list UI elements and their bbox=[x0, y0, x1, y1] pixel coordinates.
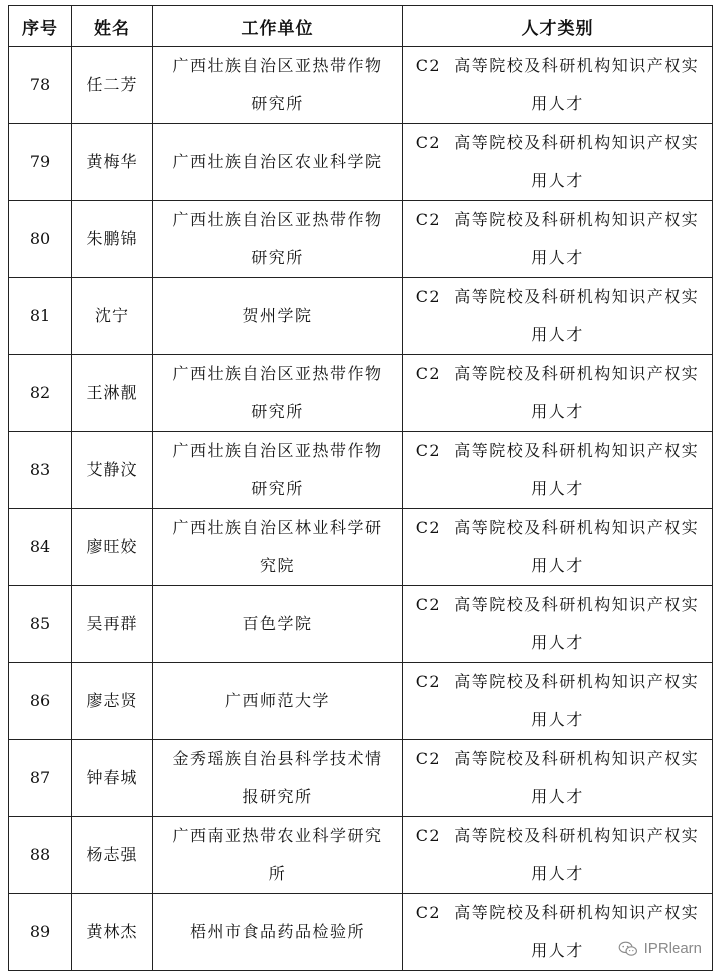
talent-category-cell bbox=[403, 740, 713, 817]
talent-category-text: C2 高等院校及科研机构知识产权实用人才 bbox=[415, 364, 700, 421]
talent-category-text: C2 高等院校及科研机构知识产权实用人才 bbox=[415, 56, 700, 113]
watermark-text: IPRlearn bbox=[643, 940, 702, 957]
name-cell bbox=[72, 47, 153, 124]
serial-number-text: 80 bbox=[29, 229, 51, 248]
serial-number-text: 78 bbox=[29, 75, 51, 94]
talent-roster-table bbox=[8, 5, 713, 971]
table-row bbox=[9, 663, 713, 740]
work-unit-cell bbox=[153, 278, 403, 355]
table-row bbox=[9, 47, 713, 124]
header-talent-category: 人才类别 bbox=[403, 6, 713, 47]
name-text: 王淋靓 bbox=[86, 383, 138, 402]
name-cell bbox=[72, 894, 153, 971]
name-text: 朱鹏锦 bbox=[86, 229, 138, 248]
header-work-unit: 工作单位 bbox=[153, 6, 403, 47]
table-row bbox=[9, 586, 713, 663]
work-unit-cell bbox=[153, 47, 403, 124]
serial-number-text: 81 bbox=[29, 306, 51, 325]
table-row bbox=[9, 355, 713, 432]
talent-category-cell bbox=[403, 509, 713, 586]
work-unit-cell bbox=[153, 817, 403, 894]
talent-category-cell bbox=[403, 47, 713, 124]
table-row bbox=[9, 124, 713, 201]
serial-number-text: 86 bbox=[29, 691, 51, 710]
serial-number-text: 79 bbox=[29, 152, 51, 171]
talent-category-text: C2 高等院校及科研机构知识产权实用人才 bbox=[415, 441, 700, 498]
work-unit-text: 广西壮族自治区农业科学院 bbox=[172, 152, 383, 171]
name-text: 吴再群 bbox=[86, 614, 138, 633]
talent-category-text: C2 高等院校及科研机构知识产权实用人才 bbox=[415, 749, 700, 806]
serial-number-text: 84 bbox=[29, 537, 51, 556]
serial-number-cell bbox=[9, 509, 72, 586]
serial-number-text: 85 bbox=[29, 614, 51, 633]
serial-number-text: 82 bbox=[29, 383, 51, 402]
name-text: 艾静汶 bbox=[86, 460, 138, 479]
talent-category-cell bbox=[403, 201, 713, 278]
wechat-icon bbox=[618, 941, 638, 957]
serial-number-text: 88 bbox=[29, 845, 51, 864]
talent-category-cell bbox=[403, 355, 713, 432]
serial-number-cell bbox=[9, 355, 72, 432]
name-text: 廖志贤 bbox=[86, 691, 138, 710]
work-unit-cell bbox=[153, 432, 403, 509]
serial-number-cell bbox=[9, 663, 72, 740]
talent-category-text: C2 高等院校及科研机构知识产权实用人才 bbox=[415, 133, 700, 190]
work-unit-cell bbox=[153, 894, 403, 971]
name-text: 沈宁 bbox=[94, 306, 129, 325]
talent-category-cell bbox=[403, 663, 713, 740]
watermark bbox=[618, 940, 702, 957]
name-cell bbox=[72, 201, 153, 278]
name-cell bbox=[72, 432, 153, 509]
serial-number-cell bbox=[9, 124, 72, 201]
work-unit-text: 广西壮族自治区林业科学研究院 bbox=[172, 518, 383, 575]
name-text: 杨志强 bbox=[86, 845, 138, 864]
header-row bbox=[9, 6, 713, 47]
table-row bbox=[9, 432, 713, 509]
work-unit-text: 广西壮族自治区亚热带作物研究所 bbox=[172, 56, 383, 113]
serial-number-cell bbox=[9, 586, 72, 663]
talent-category-cell bbox=[403, 894, 713, 971]
talent-category-cell bbox=[403, 278, 713, 355]
name-cell bbox=[72, 817, 153, 894]
serial-number-cell bbox=[9, 894, 72, 971]
work-unit-cell bbox=[153, 663, 403, 740]
talent-category-cell bbox=[403, 124, 713, 201]
talent-category-text: C2 高等院校及科研机构知识产权实用人才 bbox=[415, 595, 700, 652]
talent-category-text: C2 高等院校及科研机构知识产权实用人才 bbox=[415, 518, 700, 575]
header-name: 姓名 bbox=[72, 6, 153, 47]
serial-number-cell bbox=[9, 432, 72, 509]
work-unit-text: 广西南亚热带农业科学研究所 bbox=[172, 826, 383, 883]
work-unit-cell bbox=[153, 509, 403, 586]
talent-category-cell bbox=[403, 586, 713, 663]
header-serial-number: 序号 bbox=[9, 6, 72, 47]
name-cell bbox=[72, 663, 153, 740]
talent-category-cell bbox=[403, 432, 713, 509]
serial-number-cell bbox=[9, 740, 72, 817]
name-cell bbox=[72, 124, 153, 201]
name-cell bbox=[72, 740, 153, 817]
name-text: 黄梅华 bbox=[86, 152, 138, 171]
table-row bbox=[9, 509, 713, 586]
table-row bbox=[9, 817, 713, 894]
table-row bbox=[9, 201, 713, 278]
talent-category-text: C2 高等院校及科研机构知识产权实用人才 bbox=[415, 672, 700, 729]
work-unit-text: 广西壮族自治区亚热带作物研究所 bbox=[172, 441, 383, 498]
table-row bbox=[9, 894, 713, 971]
work-unit-text: 百色学院 bbox=[242, 614, 313, 633]
work-unit-text: 金秀瑶族自治县科学技术情报研究所 bbox=[172, 749, 383, 806]
work-unit-cell bbox=[153, 124, 403, 201]
work-unit-cell bbox=[153, 355, 403, 432]
work-unit-cell bbox=[153, 586, 403, 663]
name-text: 廖旺姣 bbox=[86, 537, 138, 556]
serial-number-cell bbox=[9, 817, 72, 894]
serial-number-text: 87 bbox=[29, 768, 51, 787]
talent-category-text: C2 高等院校及科研机构知识产权实用人才 bbox=[415, 826, 700, 883]
name-text: 钟春城 bbox=[86, 768, 138, 787]
work-unit-text: 贺州学院 bbox=[242, 306, 313, 325]
table-row bbox=[9, 740, 713, 817]
talent-category-text: C2 高等院校及科研机构知识产权实用人才 bbox=[415, 210, 700, 267]
table-row bbox=[9, 278, 713, 355]
work-unit-text: 梧州市食品药品检验所 bbox=[189, 922, 365, 941]
serial-number-cell bbox=[9, 47, 72, 124]
work-unit-cell bbox=[153, 201, 403, 278]
serial-number-text: 89 bbox=[29, 922, 51, 941]
name-cell bbox=[72, 355, 153, 432]
name-cell bbox=[72, 278, 153, 355]
serial-number-text: 83 bbox=[29, 460, 51, 479]
name-text: 任二芳 bbox=[86, 75, 138, 94]
talent-category-cell bbox=[403, 817, 713, 894]
serial-number-cell bbox=[9, 201, 72, 278]
work-unit-text: 广西壮族自治区亚热带作物研究所 bbox=[172, 364, 383, 421]
work-unit-text: 广西壮族自治区亚热带作物研究所 bbox=[172, 210, 383, 267]
work-unit-text: 广西师范大学 bbox=[224, 691, 330, 710]
name-text: 黄林杰 bbox=[86, 922, 138, 941]
talent-category-text: C2 高等院校及科研机构知识产权实用人才 bbox=[415, 903, 700, 960]
serial-number-cell bbox=[9, 278, 72, 355]
talent-category-text: C2 高等院校及科研机构知识产权实用人才 bbox=[415, 287, 700, 344]
name-cell bbox=[72, 586, 153, 663]
name-cell bbox=[72, 509, 153, 586]
work-unit-cell bbox=[153, 740, 403, 817]
